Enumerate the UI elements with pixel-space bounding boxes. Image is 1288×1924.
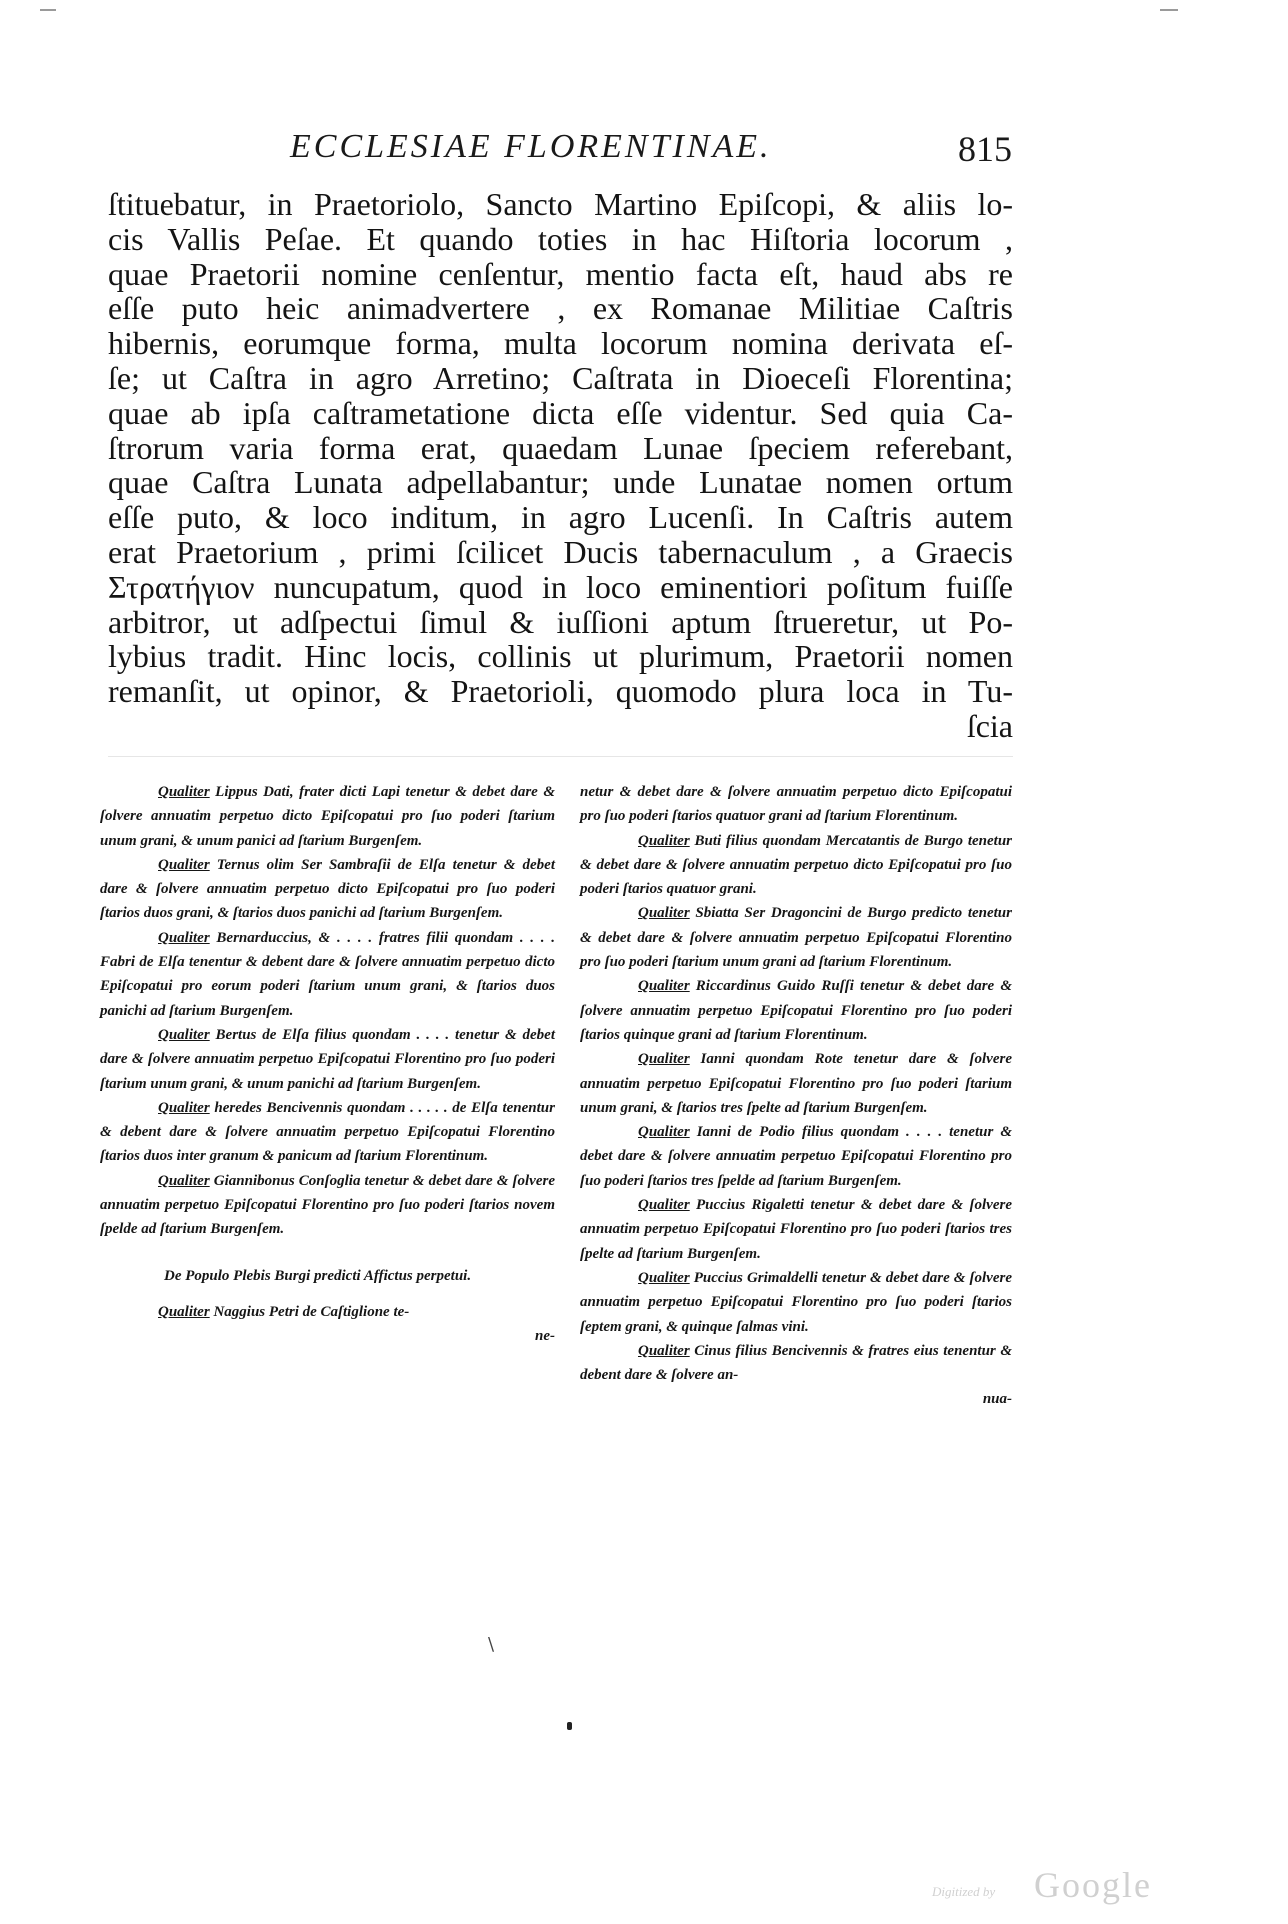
watermark-prefix: Digitized by (932, 1884, 996, 1899)
notes-column-right (580, 780, 1012, 1412)
page-number: 815 (958, 129, 1012, 169)
text-line: ſtituebatur, in Praetoriolo, Sancto Martino Epiſcopi, & aliis lo- (108, 186, 1013, 222)
note-entry: Qualiter Giannibonus Conſoglia tenetur & debet dare & ſolvere annuatim perpetuo Epiſcopatui Florentino pro ſuo poderi ſtarios novem ſpelde ad ſtarium Burgenſem. (100, 1172, 555, 1238)
note-continuation: netur & debet dare & ſolvere annuatim perpetuo dicto Epiſcopatui pro ſuo poderi ſtarios quatuor grani ad ſtarium Florentinum. (580, 784, 1012, 825)
note-entry: Qualiter Naggius Petri de Caſtiglione te- (158, 1303, 410, 1320)
text-line: remanſit, ut opinor, & Praetorioli, quomodo plura loca in Tu- (108, 673, 1013, 710)
running-title: ECCLESIAE FLORENTINAE. (290, 128, 772, 165)
footnote-separator (108, 756, 1013, 757)
note-entry: Qualiter Sbiatta Ser Dragoncini de Burgo predicto tenetur & debet dare & ſolvere annuatim perpetuo Epiſcopatui Florentino pro ſuo poderi ſtarium unum grani ad ſtarium Florentinum. (580, 905, 1012, 971)
text-line: arbitror, ut adſpectui ſimul & iuſſioni aptum ſtrueretur, ut Po- (108, 603, 1013, 640)
text-line: cis Vallis Peſae. Et quando toties in hac Hiſtoria locorum , (108, 220, 1013, 257)
section-subheading: De Populo Plebis Burgi predicti Affictus perpetui. (164, 1267, 472, 1284)
note-entry: Qualiter Ianni de Podio filius quondam . . . . tenetur & debet dare & ſolvere annuatim perpetuo Epiſcopatui Florentino pro ſuo poderi ſtarios tres ſpelde ad ſtarium Burgenſem. (580, 1124, 1012, 1189)
note-entry: Qualiter Ternus olim Ser Sambraſii de Elſa tenetur & debet dare & ſolvere annuatim perpetuo dicto Epiſcopatui pro ſuo poderi ſtarios duos grani, & ſtarios duos panichi ad ſtarium Burgenſem. (100, 856, 555, 922)
text-line: quae Caſtra Lunata adpellabantur; unde Lunatae nomen ortum (108, 464, 1013, 501)
text-line: eſſe puto, & loco inditum, in agro Lucenſi. In Caſtris autem (108, 499, 1013, 536)
text-line: eſſe puto heic animadvertere , ex Romanae Militiae Caſtris (108, 290, 1013, 327)
note-entry: Qualiter Buti filius quondam Mercatantis de Burgo tenetur & debet dare & ſolvere annuatim perpetuo dicto Epiſcopatui pro ſuo poderi ſtarios quatuor grani. (580, 832, 1012, 898)
text-line: ſtrorum varia forma erat, quaedam Lunae ſpeciem referebant, (108, 429, 1013, 466)
stray-ink-mark: \ (488, 1634, 495, 1655)
note-entry: Qualiter Lippus Dati, frater dicti Lapi tenetur & debet dare & ſolvere annuatim perpetuo dicto Epiſcopatui pro ſuo poderi ſtarium unum grani, & unum panici ad ſtarium Burgenſem. (100, 784, 555, 849)
text-line: hibernis, eorumque forma, multa locorum nomina derivata eſ- (108, 325, 1013, 362)
note-entry: Qualiter Bernarduccius, & . . . . fratres filii quondam . . . . Fabri de Elſa tenentur & debent dare & ſolvere annuatim perpetuo dicto Epiſcopatui pro eorum poderi ſtarium unum grani, & ſtarios duos panichi ad ſtarium Burgenſem. (100, 929, 555, 1019)
note-continuation: ne- (535, 1327, 555, 1344)
note-entry: Qualiter heredes Bencivennis quondam . . . . . de Elſa tenentur & debent dare & ſolvere annuatim perpetuo Epiſcopatui Florentino ſtarios duos inter granum & panicum ad ſtarium Florentinum. (100, 1099, 555, 1165)
scan-edge-mark (40, 9, 56, 11)
note-entry: Qualiter Riccardinus Guido Ruſſi tenetur & debet dare & ſolvere annuatim perpetuo Epiſcopatui Florentino pro ſuo poderi ſtarios quinque grani ad ſtarium Florentinum. (580, 978, 1012, 1043)
digitization-watermark (932, 1864, 1190, 1904)
running-head (290, 128, 1042, 178)
catchword: ſcia (966, 707, 1013, 744)
text-line: quae ab ipſa caſtrametatione dicta eſſe videntur. Sed quia Ca- (108, 394, 1013, 431)
note-entry: Qualiter Puccius Grimaldelli tenetur & debet dare & ſolvere annuatim perpetuo Epiſcopatui Florentino pro ſuo poderi ſtarios ſeptem grani, & quinque ſalmas vini. (580, 1269, 1012, 1335)
watermark-brand: Google (1034, 1865, 1152, 1905)
scan-edge-mark (1160, 9, 1178, 11)
note-entry: Qualiter Cinus filius Bencivennis & fratres eius tenentur & debent dare & ſolvere an- (580, 1342, 1012, 1384)
text-line: ſe; ut Caſtra in agro Arretino; Caſtrata in Dioeceſi Florentina; (108, 359, 1013, 396)
text-line: lybius tradit. Hinc locis, collinis ut plurimum, Praetorii nomen (108, 638, 1013, 675)
text-line: erat Praetorium , primi ſcilicet Ducis tabernaculum , a Graecis (108, 533, 1013, 570)
note-entry: Qualiter Bertus de Elſa filius quondam . . . . tenetur & debet dare & ſolvere annuatim perpetuo Epiſcopatui Florentino pro ſuo poderi ſtarium unum grani, & unum panichi ad ſtarium Burgenſem. (100, 1026, 555, 1092)
text-line: quae Praetorii nomine cenſentur, mentio facta eſt, haud abs re (108, 255, 1013, 292)
note-continuation: nua- (982, 1391, 1012, 1408)
note-entry: Qualiter Puccius Rigaletti tenetur & debet dare & ſolvere annuatim perpetuo Epiſcopatui Florentino pro ſuo poderi ſtarios tres ſpelte ad ſtarium Burgenſem. (580, 1197, 1012, 1262)
ink-dot (567, 1722, 572, 1730)
text-line: Στρατήγιον nuncupatum, quod in loco eminentiori poſitum fuiſſe (108, 568, 1013, 605)
note-entry: Qualiter Ianni quondam Rote tenetur dare & ſolvere annuatim perpetuo Epiſcopatui Florentino pro ſuo poderi ſtarium unum grani, & ſtarios tres ſpelte ad ſtarium Burgenſem. (580, 1051, 1012, 1116)
notes-column-left (100, 780, 555, 1348)
main-text-block (108, 187, 1013, 744)
